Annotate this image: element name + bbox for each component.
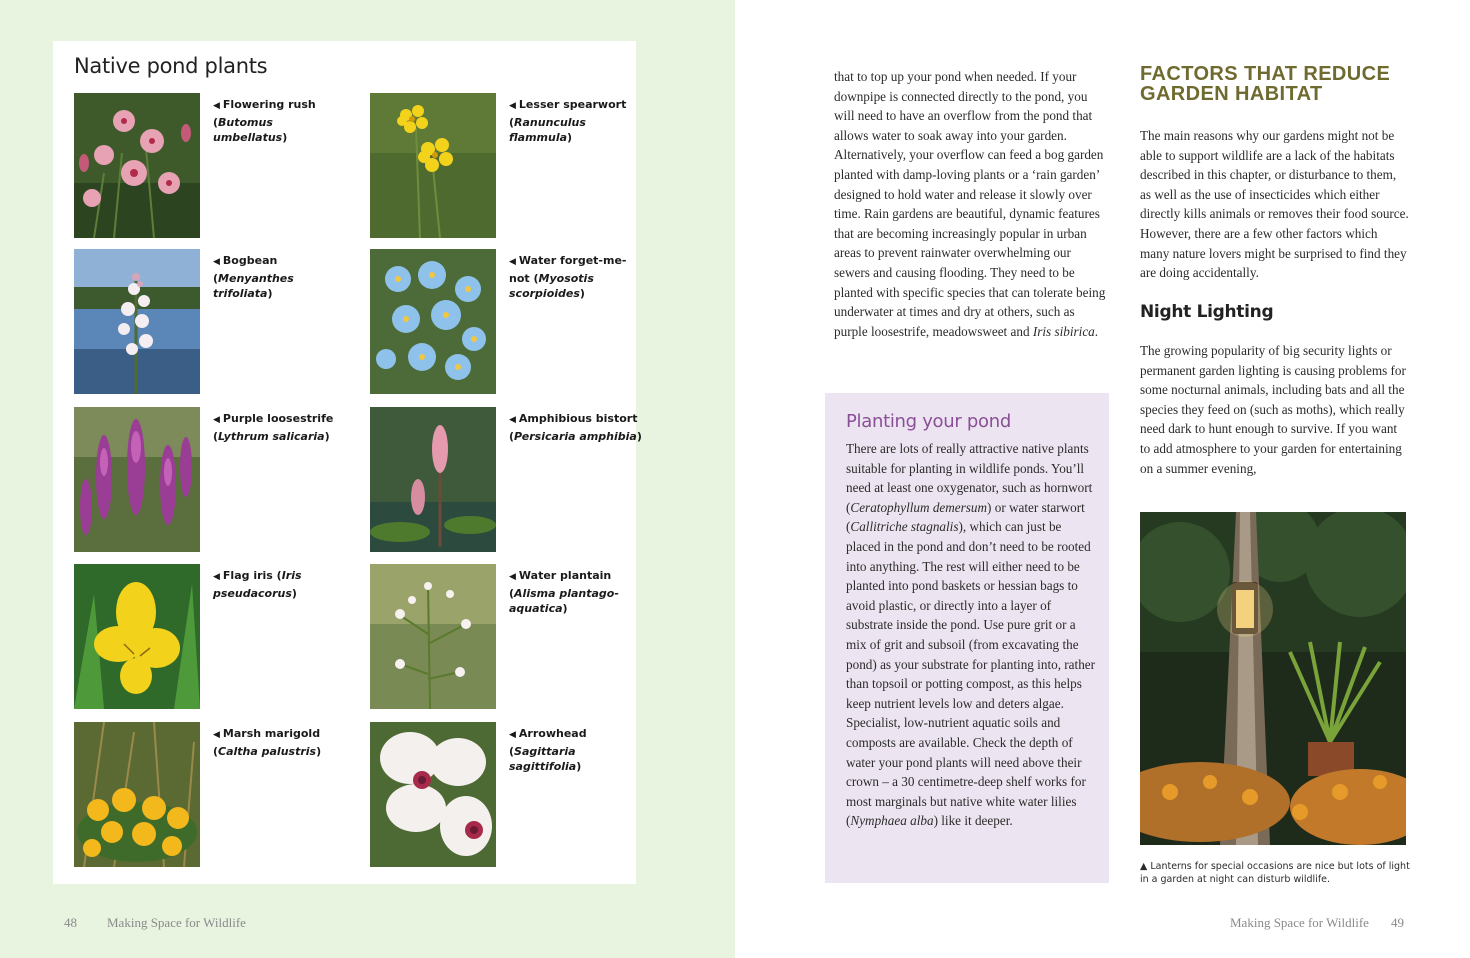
left-triangle-icon: ◀: [509, 101, 516, 111]
left-triangle-icon: ◀: [213, 730, 220, 740]
running-head-right: Making Space for Wildlife: [1230, 915, 1369, 930]
lesser-spearwort-photo: [370, 93, 496, 238]
native-pond-plants-panel: [53, 41, 642, 884]
plant-lesser-spearwort: [370, 93, 650, 239]
arrowhead-caption: ◀ Arrowhead (Sagittaria sagittifolia): [509, 727, 587, 773]
left-triangle-icon: ◀: [509, 415, 516, 425]
page-number-right: 49: [1391, 915, 1404, 930]
bogbean-caption: ◀ Bogbean (Menyanthes trifoliata): [213, 254, 294, 300]
amphibious-bistort-photo: [370, 407, 496, 552]
page-number-left: 48: [64, 915, 77, 930]
arrowhead-photo: [370, 722, 496, 867]
running-head-left: Making Space for Wildlife: [107, 915, 246, 930]
plant-flowering-rush: [74, 93, 354, 239]
plant-marsh-marigold: [74, 722, 354, 868]
sidebar-title: Planting your pond: [846, 411, 1011, 432]
lesser-spearwort-caption: ◀ Lesser spearwort (Ranunculus flammula): [509, 98, 627, 144]
marsh-marigold-caption: ◀ Marsh marigold (Caltha palustris): [213, 727, 322, 758]
flowering-rush-photo: [74, 93, 200, 238]
flag-iris-caption: ◀ Flag iris (Iris pseudacorus): [213, 569, 302, 600]
water-forget-me-not-photo: [370, 249, 496, 394]
purple-loosestrife-caption: ◀ Purple loosestrife (Lythrum salicaria): [213, 412, 334, 443]
plant-purple-loosestrife: [74, 407, 354, 553]
section-heading: FACTORS THAT REDUCE GARDEN HABITAT: [1140, 63, 1391, 105]
water-plantain-caption: ◀ Water plantain (Alisma plantago-aquatica): [509, 569, 619, 615]
panel-title: Native pond plants: [74, 54, 268, 78]
rain-garden-paragraph: that to top up your pond when needed. If your downpipe is connected directly to the pond, you will need to have an overflow from the pond that allows water to soak away into your garden. Alternatively, your overflow can feed a bog garden planted with damp-loving plants or a ‘rain garden’ designed to hold water and release it slowly over time. Rain gardens are beautiful, dynamic features that are becoming increasingly popular in urban areas to prevent rainwater overwhelming our sewers and causing flooding. They need to be planted with specific species that can tolerate being underwater at times and dry at others, such as purple loosestrife, meadowsweet and Iris sibirica.: [834, 69, 1106, 339]
left-triangle-icon: ◀: [213, 572, 220, 582]
night-lighting-heading: Night Lighting: [1140, 302, 1274, 322]
factors-paragraph: The main reasons why our gardens might not be able to support wildlife are a lack of the habitats described in this chapter, or disturbance to them, as well as the use of insecticides which either directly kills animals or removes their food source. However, there are a few other factors which many nature lovers might be surprised to find they are doing accidentally.: [1140, 128, 1409, 281]
amphibious-bistort-caption: ◀ Amphibious bistort (Persicaria amphibia): [509, 412, 642, 443]
flag-iris-photo: [74, 564, 200, 709]
sidebar-body: There are lots of really attractive native plants suitable for planting in wildlife ponds. You’ll need at least one oxygenator, such as hornwort (Ceratophyllum demersum) or water starwort (Callitriche stagnalis), which can just be placed in the pond and don’t need to be rooted into anything. The rest will either need to be planted into pond baskets or hessian bags to avoid plastic, or directly into a layer of substrate inside the pond. Use pure grit or a mix of grit and subsoil (from excavating the pond) as your substrate for planting into, rather than topsoil or potting compost, as this helps keep nutrient levels low and deters algae. Specialist, low-nutrient aquatic soils and composts are available. Check the depth of water your pond plants will need above their crown – a 30 centimetre-deep shelf works for most marginals but native white water lilies (Nymphaea alba) like it deeper.: [846, 441, 1096, 829]
plant-flag-iris: [74, 564, 354, 710]
up-triangle-icon: ▲: [1140, 861, 1148, 872]
purple-loosestrife-photo: [74, 407, 200, 552]
plant-bogbean: [74, 249, 354, 395]
left-triangle-icon: ◀: [213, 257, 220, 267]
photo-caption: ▲ Lanterns for special occasions are nice but lots of light in a garden at night can disturb wildlife.: [1140, 861, 1410, 885]
night-lighting-paragraph: The growing popularity of big security lights or permanent garden lighting is causing problems for some nocturnal animals, including bats and all the species they feed on (such as moths), which really need dark to hunt enough to survive. If you want to add atmosphere to your garden for entertaining on a summer evening,: [1140, 343, 1406, 476]
bogbean-photo: [74, 249, 200, 394]
flowering-rush-caption: ◀ Flowering rush (Butomus umbellatus): [213, 98, 316, 144]
planting-your-pond-box: [825, 393, 1109, 883]
plant-water-forget-me-not: [370, 249, 650, 395]
left-triangle-icon: ◀: [509, 257, 516, 267]
left-triangle-icon: ◀: [213, 415, 220, 425]
water-forget-me-not-caption: ◀ Water forget-me-not (Myosotis scorpioides): [509, 254, 627, 300]
garden-lantern-photo: [1140, 512, 1406, 845]
plant-arrowhead: [370, 722, 650, 868]
body-column-1: [834, 67, 1106, 341]
plant-water-plantain: [370, 564, 650, 710]
plant-amphibious-bistort: [370, 407, 650, 553]
left-triangle-icon: ◀: [213, 101, 220, 111]
marsh-marigold-photo: [74, 722, 200, 867]
left-triangle-icon: ◀: [509, 572, 516, 582]
water-plantain-photo: [370, 564, 496, 709]
left-triangle-icon: ◀: [509, 730, 516, 740]
